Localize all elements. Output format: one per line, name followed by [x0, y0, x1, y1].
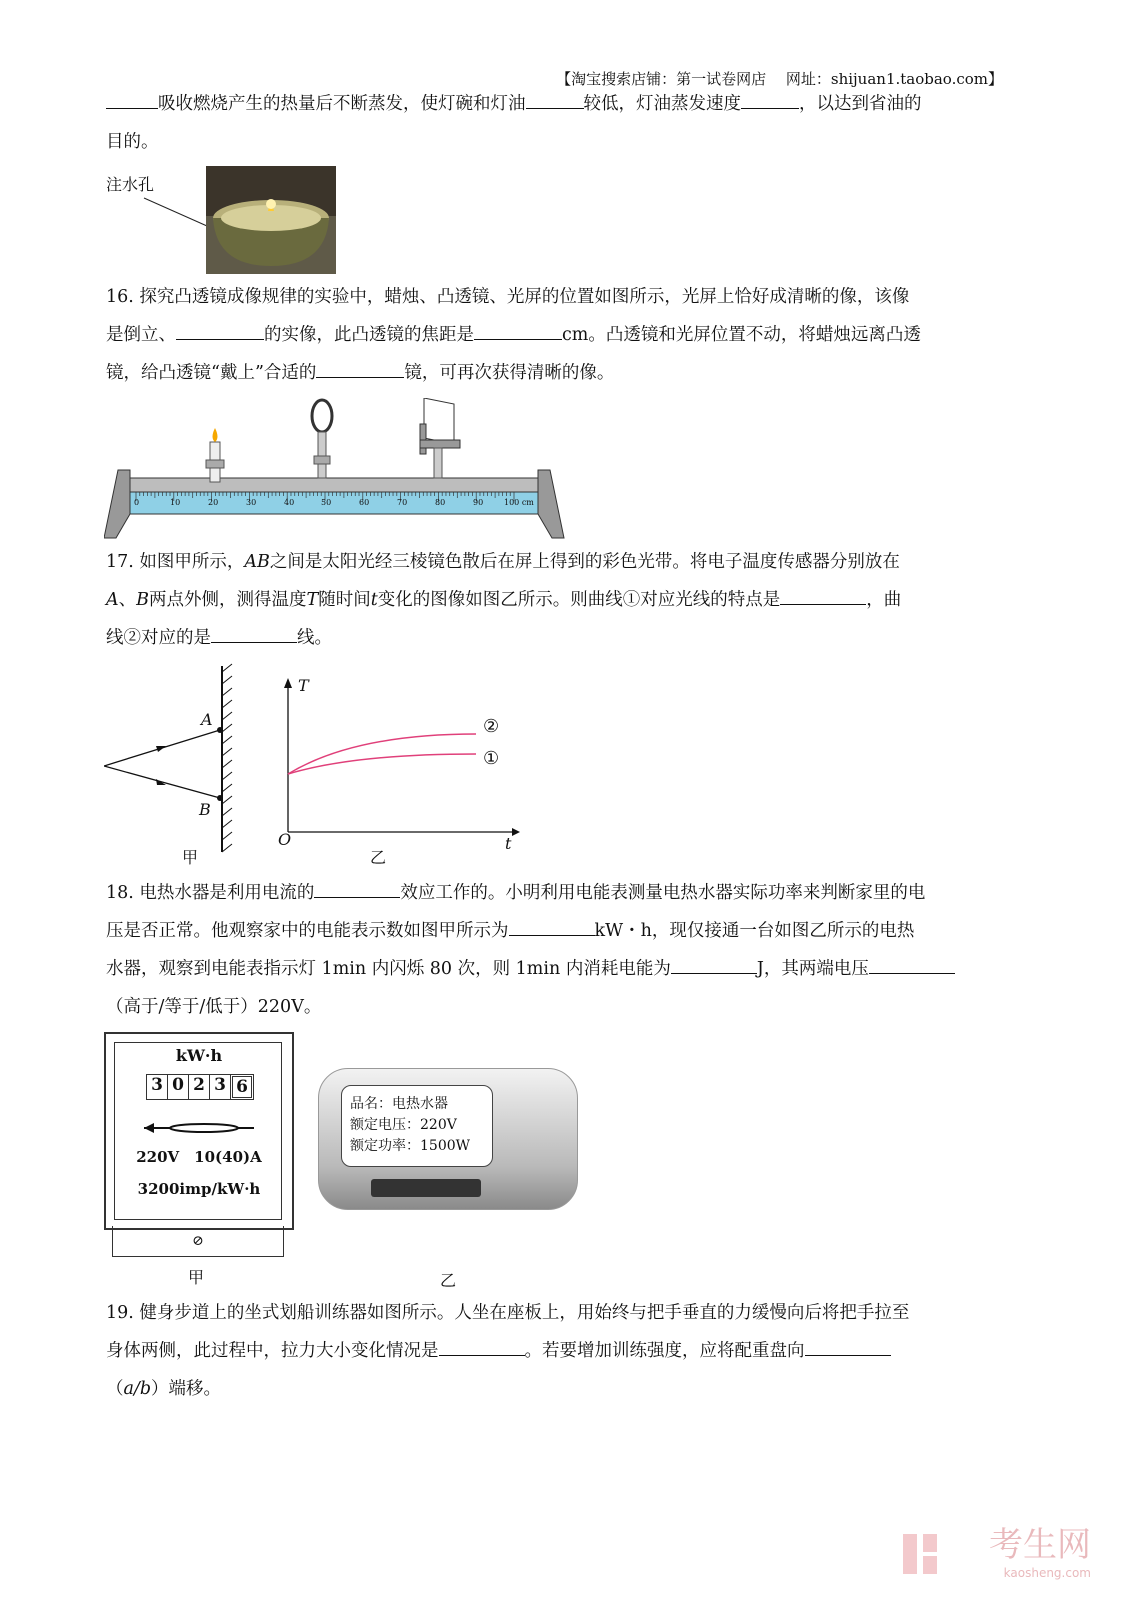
- q18-text: [106, 874, 1026, 1026]
- point-B: B: [199, 800, 211, 819]
- q15-line1b: 较低，灯油蒸发速度: [583, 94, 741, 114]
- tick-label: 100 cm: [504, 498, 534, 507]
- page-header: 【淘宝搜索店铺：第一试卷网店 网址：shijuan1.taobao.com】: [556, 70, 1003, 88]
- q19-l2b: 。若要增加训练强度，应将配重盘向: [524, 1341, 805, 1361]
- q17-l1a: 17. 如图甲所示，: [106, 552, 245, 572]
- blank[interactable]: [439, 1335, 525, 1356]
- meter-digit: 2: [189, 1075, 210, 1099]
- q18-l2b: kW・h，现仅接通一台如图乙所示的电热: [594, 921, 915, 941]
- ruler-labels: [104, 498, 566, 514]
- q18-l3a: 水器，观察到电能表指示灯 1min 内闪烁 80 次，则 1min 内消耗电能为: [106, 959, 671, 979]
- tick-label: 70: [397, 498, 408, 507]
- axis-T: T: [298, 676, 309, 695]
- fig-label-yi: 乙: [370, 848, 387, 867]
- q19-text: [106, 1294, 1026, 1408]
- q17-l2g: ，曲: [866, 590, 902, 610]
- blank[interactable]: [869, 953, 955, 974]
- q16-line3a: 镜，给凸透镜“戴上”合适的: [106, 363, 317, 383]
- q15-line2: 目的。: [106, 132, 159, 152]
- meter-base: [112, 1226, 284, 1257]
- curve-1: [288, 754, 476, 774]
- watermark: [989, 1517, 1091, 1580]
- meter-disc-icon: [144, 1120, 254, 1136]
- blank[interactable]: [314, 877, 400, 898]
- q16-line1: 16. 探究凸透镜成像规律的实验中，蜡烛、凸透镜、光屏的位置如图所示，光屏上恰好成清晰的像，该像: [106, 287, 910, 307]
- meter-unit: kW·h: [175, 1046, 223, 1065]
- fig-label-yi: 乙: [440, 1271, 457, 1290]
- q17-T: T: [306, 590, 319, 610]
- fig-label-jia: 甲: [188, 1268, 205, 1287]
- q18-l1b: 效应工作的。小明利用电能表测量电热水器实际功率来判断家里的电: [400, 883, 926, 903]
- water-heater: [318, 1068, 578, 1210]
- q17-text: [106, 543, 1026, 657]
- meter-digit: 3: [210, 1075, 231, 1099]
- heater-nameplate: [341, 1085, 493, 1167]
- axis-t: t: [505, 834, 512, 853]
- q17-l2e: 随时间: [318, 590, 371, 610]
- tick-label: 80: [435, 498, 446, 507]
- q18-l3b: J，其两端电压: [756, 959, 869, 979]
- q16-line2c: cm。凸透镜和光屏位置不动，将蜡烛远离凸透: [562, 325, 921, 345]
- optical-bench-figure: [104, 398, 566, 540]
- spectrum-temperature-figure: [104, 662, 524, 872]
- blank[interactable]: [741, 88, 799, 109]
- tick-label: 0: [134, 498, 140, 507]
- blank[interactable]: [106, 88, 158, 109]
- fig-label-jia: 甲: [182, 848, 199, 867]
- heater-power: 额定功率：1500W: [350, 1138, 471, 1154]
- q18-l4: （高于/等于/低于）220V。: [106, 997, 322, 1017]
- tick-label: 50: [321, 498, 332, 507]
- q16-line3b: 镜，可再次获得清晰的像。: [404, 363, 615, 383]
- flame-icon: [213, 428, 218, 442]
- meter-digit: 0: [168, 1075, 189, 1099]
- q19-ab: a/b: [123, 1379, 152, 1399]
- q17-l2d: 两点外侧，测得温度: [149, 590, 307, 610]
- point-A: A: [201, 710, 213, 729]
- tick-label: 30: [246, 498, 257, 507]
- axis-origin: O: [278, 830, 292, 849]
- watermark-url: kaosheng.com: [1003, 1566, 1091, 1580]
- meter-digit: 3: [147, 1075, 168, 1099]
- heater-voltage: 额定电压：220V: [350, 1117, 457, 1133]
- blank[interactable]: [509, 915, 595, 936]
- q16-text: [106, 278, 1026, 392]
- meter-reading: [146, 1074, 254, 1100]
- q15-text: [106, 85, 1026, 161]
- energy-meter: [104, 1032, 294, 1230]
- blank[interactable]: [780, 584, 866, 605]
- q15-line1c: ，以达到省油的: [799, 94, 922, 114]
- watermark-brand: 考生网: [989, 1525, 1091, 1565]
- tick-label: 20: [208, 498, 219, 507]
- q19-l1: 19. 健身步道上的坐式划船训练器如图所示。人坐在座板上，用始终与把手垂直的力缓慢向后将把手拉至: [106, 1303, 910, 1323]
- q18-l2a: 压是否正常。他观察家中的电能表示数如图甲所示为: [106, 921, 509, 941]
- blank[interactable]: [526, 88, 584, 109]
- q17-l2f: 变化的图像如图乙所示。则曲线①对应光线的特点是: [377, 590, 781, 610]
- q17-l1b: 之间是太阳光经三棱镜色散后在屏上得到的彩色光带。将电子温度传感器分别放在: [269, 552, 900, 572]
- blank[interactable]: [316, 357, 404, 378]
- blank[interactable]: [671, 953, 757, 974]
- blank[interactable]: [211, 622, 297, 643]
- q17-l3a: 线②对应的是: [106, 628, 211, 648]
- q19-l3b: ）端移。: [151, 1379, 222, 1399]
- q16-line2b: 的实像，此凸透镜的焦距是: [264, 325, 474, 345]
- meter-digit-decimal: 6: [232, 1076, 252, 1098]
- curve-1-label: ①: [483, 748, 500, 769]
- meter-symbol-icon: ⊘: [192, 1233, 204, 1249]
- fill-hole-label: 注水孔: [106, 175, 155, 194]
- q15-line1a: 吸收燃烧产生的热量后不断蒸发，使灯碗和灯油: [158, 94, 526, 114]
- heater-display: [371, 1179, 481, 1197]
- meter-imp: 3200imp/kW·h: [137, 1180, 261, 1198]
- q17-ab: AB: [244, 552, 270, 572]
- q17-t: t: [370, 590, 378, 610]
- blank[interactable]: [805, 1335, 891, 1356]
- tick-label: 60: [359, 498, 370, 507]
- q17-B: B: [136, 590, 150, 610]
- q17-A: A: [106, 590, 119, 610]
- blank[interactable]: [176, 319, 264, 340]
- tick-label: 40: [284, 498, 295, 507]
- heater-name: 品名：电热水器: [350, 1096, 448, 1112]
- tick-label: 90: [473, 498, 484, 507]
- q19-l3a: （: [106, 1379, 124, 1399]
- q17-l3b: 线。: [297, 628, 332, 648]
- oil-lamp-figure: [106, 166, 338, 276]
- curve-2-label: ②: [483, 716, 500, 737]
- q19-l2a: 身体两侧，此过程中，拉力大小变化情况是: [106, 1341, 439, 1361]
- meter-spec: 220V 10(40)A: [136, 1148, 262, 1166]
- q18-l1a: 18. 电热水器是利用电流的: [106, 883, 315, 903]
- blank[interactable]: [474, 319, 562, 340]
- q16-line2a: 是倒立、: [106, 325, 176, 345]
- watermark-logo-icon: [901, 1532, 941, 1576]
- q17-sep: 、: [118, 590, 137, 610]
- tick-label: 10: [170, 498, 181, 507]
